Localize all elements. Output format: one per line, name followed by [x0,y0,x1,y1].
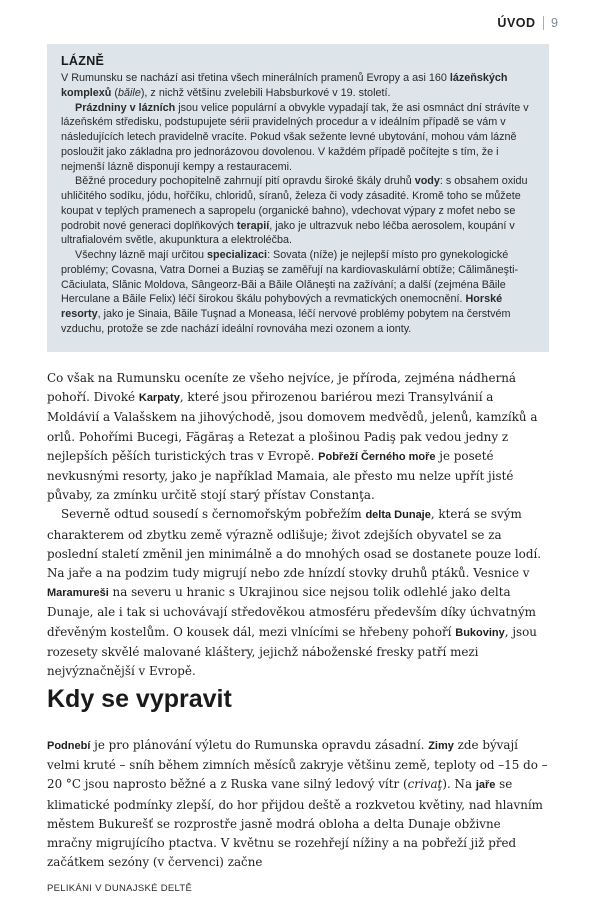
section-heading: Kdy se vypravit [47,685,232,713]
keyword: Maramureši [47,587,109,600]
running-header [0,16,558,30]
paragraph: Co však na Rumunsku oceníte ze všeho nejvíce, je příroda, zejména nádherná pohoří. Divoké Karpaty, které jsou přirozenou bariérou mezi Transylvánií a Moldávií a Valašskem na jihovýchodě, jsou domovem medvědů, jelenů, kamzíků a orlů. Pohořími Bucegi, Făgăraş a Retezat a plošinou Padiş pak vedou jedny z nejlepších pěších turistických tras v Evropě. Pobřeží Černého moře je poseté nevkusnými resorty, jako je například Mamaia, ale přesto mu nelze upřít jisté půvaby, za zmínku určitě stojí starý přístav Constanţa. [47,371,538,503]
body-text-2 [47,736,549,872]
box-paragraph: V Rumunsku se nachází asi třetina všech minerálních pramenů Evropy a asi 160 lázeňských komplexů (băile), z nichž většinu zvelebili Habsburkové v 19. století. [61,72,508,99]
keyword: Bukoviny [455,626,505,639]
keyword: vody [414,175,440,188]
keyword: delta Dunaje [365,509,431,522]
keyword: Podnebí [47,740,91,752]
box-paragraph: Běžné procedury pochopitelně zahrnují pití opravdu široké škály druhů vody: s obsahem oxidu uhličitého sodíku, jódu, hořčíku, chloridů, síranů, železa či vody zásadité. Kromě toho se můžete koupat v teplých pramenech a sapropelu (organické bahno), vdechovat výpary z mofet nebo se podrobit nové generaci doplňkových terapií, jako je ultrazvuk nebo léčba aerosolem, koupání v ultrafialovém světle, akupunktura a elektroléčba. [61,175,528,247]
keyword: terapií [236,219,270,232]
box-title: LÁZNĚ [61,54,105,68]
page-number: 9 [551,16,558,30]
keyword: Prázdniny v lázních [75,101,176,114]
keyword: Zimy [428,740,454,752]
keyword: lázeňských komplexů [61,72,508,99]
keyword: specializaci [207,249,268,261]
section-name: ÚVOD [497,16,536,30]
spa-sidebar-box [47,44,549,352]
box-paragraph: Prázdniny v lázních jsou velice populární a obvykle vypadají tak, že asi osmnáct dní strávíte v lázeňském středisku, podstupujete sérii pravidelných procedur a v ideálním případě se vám v následujících letech pravidelně vracíte. Pokud však sežente levné ubytování, mohou vám lázně posloužit jako základna pro jednorázovou dovolenou. V každém případě počítejte s tím, že i nejmenší lázně disponují kempy a restauracemi. [61,101,529,173]
running-footer: PELIKÁNI V DUNAJSKÉ DELTĚ [47,883,193,894]
paragraph: Severně odtud sousedí s černomořským pobřežím delta Dunaje, která se svým charakterem od zbytku země výrazně odlišuje; život zdejších obyvatel se za poslední staletí změnil jen minimálně a do mnohých osad se dostanete pouze lodí. Na jaře a na podzim tudy migrují nebo zde hnízdí stovky druhů ptáků. Vesnice v Maramureši na severu u hranic s Ukrajinou sice nejsou tolik odlehlé jako delta Dunaje, ale i tak si uchovávají středověkou atmosféru především díky úchvatným dřevěným kostelům. O kousek dál, mezi vlnícími se hřebeny pohoří Bukoviny, jsou rozesety skvělé malované kláštery, jejichž náboženské fresky patří mezi nejvýznačnější v Evropě. [47,507,542,679]
header-divider [543,16,545,30]
body-text [47,369,549,681]
keyword: jaře [475,779,496,792]
box-paragraph: Všechny lázně mají určitou specializaci: Sovata (níže) je nejlepší místo pro gynekologické problémy; Covasna, Vatra Dornei a Buziaş se zaměřují na kardiovaskulární obtíže; Călimăneşti-Căciulata, Slănic Moldova, Sângeorz-Băi a Băile Olăneşti na zažívání; a další (zejména Băile Herculane a Băile Felix) léčí širokou škálu pohybových a revmatických onemocnění. Horské resorty, jako je Sinaia, Băile Tuşnad a Moneasa, léčí nervové problémy pobytem na čerstvém vzduchu, protože se zde nachází ideální rovnováha mezi ozonem a ionty. [61,249,519,335]
keyword: Pobřeží Černého moře [318,450,436,463]
paragraph: Podnebí je pro plánování výletu do Rumunska opravdu zásadní. Zimy zde bývají velmi kruté – sníh během zimních měsíců zakryje většinu země, teploty od –15 do –20 °C jsou naprosto běžné a z Ruska vane silný ledový vítr (crivaţ). Na jaře se klimatické podmínky zlepší, do hor přijdou deště a rozkvetou květiny, nad hlavním městem Bukurešť se rozprostře jasně modrá obloha a delta Dunaje obživne mračny migrujícího ptactva. V květnu se rozehřejí nížiny a na pobřeží již před začátkem sezóny (v červenci) začne [47,738,548,870]
keyword: Horské resorty [61,293,503,320]
keyword: Karpaty [138,392,180,405]
